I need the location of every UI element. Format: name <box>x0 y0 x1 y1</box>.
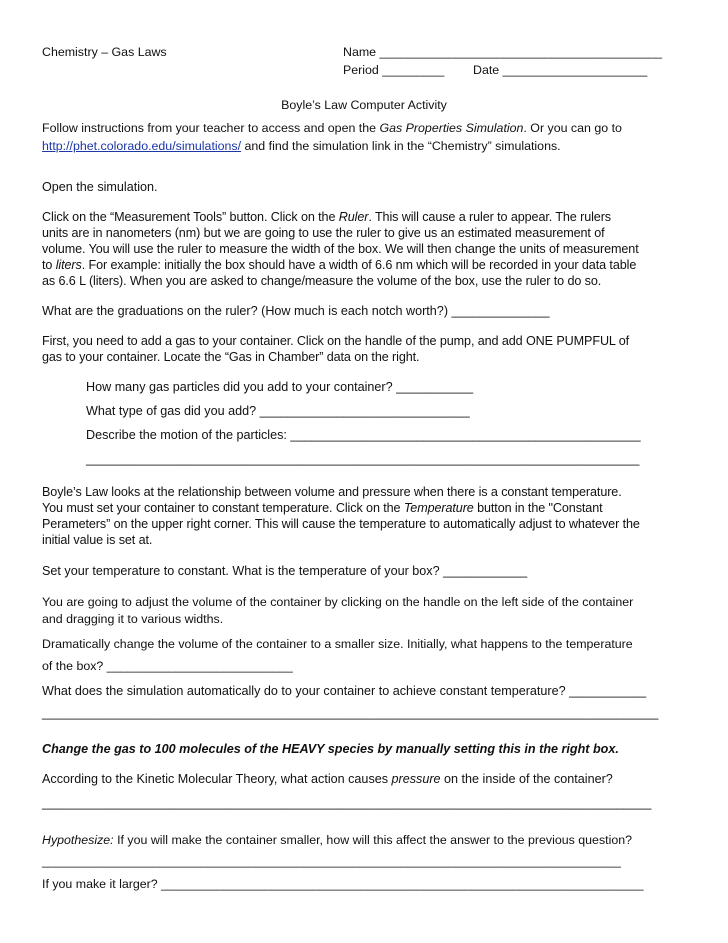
first-line-1: First, you need to add a gas to your container. Click on the handle of the pump, and add ONE PUMPFUL of <box>42 334 630 348</box>
intro-line-2: http://phet.colorado.edu/simulations/ and find the simulation link in the “Chemistry” simulations. <box>42 139 561 153</box>
kmt-question: According to the Kinetic Molecular Theory, what action causes pressure on the inside of the container? <box>42 772 613 786</box>
dramatic-line-2: of the box? ___________________________ <box>42 659 293 673</box>
heavy-instruction: Change the gas to 100 molecules of the HEAVY species by manually setting this in the right box. <box>42 742 619 756</box>
question-particle-motion: Describe the motion of the particles: __________________________________________________ <box>86 428 641 442</box>
measure-line-1: Click on the “Measurement Tools” button. Click on the Ruler. This will cause a ruler to appear. The rulers <box>42 210 612 224</box>
phet-link[interactable]: http://phet.colorado.edu/simulations/ <box>42 139 242 153</box>
dramatic-line-1: Dramatically change the volume of the container to a smaller size. Initially, what happens to the temperature <box>42 637 633 651</box>
first-line-2: gas to your container. Locate the “Gas in Chamber” data on the right. <box>42 350 420 364</box>
course-title: Chemistry – Gas Laws <box>42 45 167 59</box>
simulation-name: Gas Properties Simulation <box>379 121 524 135</box>
measure-line-4: to liters. For example: initially the box should have a width of 6.6 nm which will be recorded in your data table <box>42 258 637 272</box>
hypothesize-question: Hypothesize: If you will make the container smaller, how will this affect the answer to the previous question? <box>42 833 633 847</box>
page-title: Boyle’s Law Computer Activity <box>281 98 447 112</box>
hypothesize-answer-line: ____________________________________________________________________________________ <box>42 854 621 868</box>
boyle-line-2: You must set your container to constant temperature. Click on the Temperature button in the "Constant <box>42 501 603 515</box>
larger-question: If you make it larger? ______________________________________________________________________ <box>42 877 644 891</box>
period-field-line: Period _________ <box>343 63 445 77</box>
adjust-line-2: and dragging it to various widths. <box>42 612 224 626</box>
set-temperature-question: Set your temperature to constant. What is the temperature of your box? ____________ <box>42 564 528 578</box>
auto-question: What does the simulation automatically do to your container to achieve constant temperature? ___________ <box>42 684 647 698</box>
measure-line-2: units are in nanometers (nm) but we are going to use the ruler to give us an estimated measurement of <box>42 226 605 240</box>
date-field-line: Date _____________________ <box>473 63 648 77</box>
auto-answer-line: ________________________________________________________________________________________ <box>42 706 659 720</box>
boyle-line-4: initial value is set at. <box>42 533 153 547</box>
measure-line-5: as 6.6 L (liters). When you are asked to change/measure the volume of the box, use the ruler to do so. <box>42 274 602 288</box>
name-field-line: Name _________________________________________ <box>343 45 663 59</box>
intro-line-1: Follow instructions from your teacher to access and open the Gas Properties Simulation. Or you can go to <box>42 121 622 135</box>
question-particle-count: How many gas particles did you add to your container? ___________ <box>86 380 474 394</box>
question-gas-type: What type of gas did you add? ______________________________ <box>86 404 470 418</box>
kmt-answer-line: _______________________________________________________________________________________ <box>42 796 652 810</box>
measure-line-3: volume. You will use the ruler to measure the width of the box. We will then change the units of measurement <box>42 242 639 256</box>
open-sim-instruction: Open the simulation. <box>42 180 158 194</box>
answer-line: _______________________________________________________________________________ <box>86 452 640 466</box>
adjust-line-1: You are going to adjust the volume of the container by clicking on the handle on the left side of the container <box>42 595 634 609</box>
boyle-line-1: Boyle’s Law looks at the relationship between volume and pressure when there is a constant temperature. <box>42 485 622 499</box>
boyle-line-3: Perameters” on the upper right corner. This will cause the temperature to automatically adjust to whatever the <box>42 517 640 531</box>
graduations-question: What are the graduations on the ruler? (How much is each notch worth?) ______________ <box>42 304 550 318</box>
